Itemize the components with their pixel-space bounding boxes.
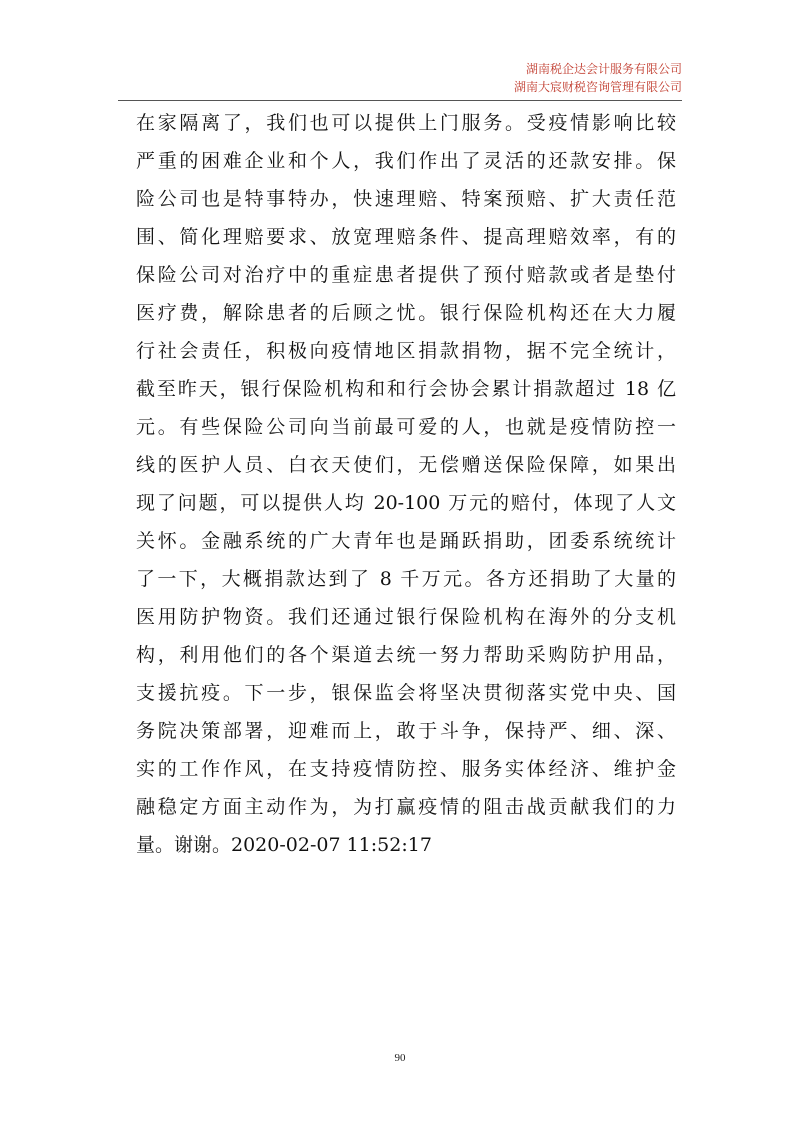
page-number: 90 bbox=[394, 1052, 406, 1064]
text-line: 医用防护物资。我们还通过银行保险机构在海外的分支机 bbox=[136, 606, 676, 628]
text-line: 行社会责任，积极向疫情地区捐款捐物，据不完全统计， bbox=[136, 340, 676, 362]
page-header bbox=[514, 60, 682, 96]
header-company-1: 湖南税企达会计服务有限公司 bbox=[525, 62, 682, 76]
text-line: 医疗费，解除患者的后顾之忧。银行保险机构还在大力履 bbox=[136, 302, 676, 324]
text-line: 支援抗疫。下一步，银保监会将坚决贯彻落实党中央、国 bbox=[136, 682, 676, 704]
text-line: 线的医护人员、白衣天使们，无偿赠送保险保障，如果出 bbox=[136, 454, 676, 476]
header-divider bbox=[118, 100, 682, 101]
text-line: 现了问题，可以提供人均 20-100 万元的赔付，体现了人文 bbox=[136, 492, 676, 514]
text-line: 严重的困难企业和个人，我们作出了灵活的还款安排。保 bbox=[136, 150, 676, 172]
header-company-2: 湖南大宸财税咨询管理有限公司 bbox=[513, 80, 682, 94]
text-line: 构，利用他们的各个渠道去统一努力帮助采购防护用品， bbox=[136, 644, 676, 666]
text-line: 实的工作作风，在支持疫情防控、服务实体经济、维护金 bbox=[136, 758, 676, 780]
text-line: 元。有些保险公司向当前最可爱的人，也就是疫情防控一 bbox=[136, 416, 676, 438]
text-line: 截至昨天，银行保险机构和和行会协会累计捐款超过 18 亿 bbox=[136, 378, 676, 400]
text-line: 在家隔离了，我们也可以提供上门服务。受疫情影响比较 bbox=[136, 112, 676, 134]
text-line: 务院决策部署，迎难而上，敢于斗争，保持严、细、深、 bbox=[136, 720, 676, 742]
text-line: 了一下，大概捐款达到了 8 千万元。各方还捐助了大量的 bbox=[136, 568, 676, 590]
body-text bbox=[136, 104, 676, 864]
text-line: 保险公司对治疗中的重症患者提供了预付赔款或者是垫付 bbox=[136, 264, 676, 286]
text-line: 融稳定方面主动作为，为打赢疫情的阻击战贡献我们的力 bbox=[136, 796, 676, 818]
text-line: 围、简化理赔要求、放宽理赔条件、提高理赔效率，有的 bbox=[136, 226, 676, 248]
text-line-last: 量。谢谢。2020-02-07 11:52:17 bbox=[136, 834, 432, 856]
text-line: 关怀。金融系统的广大青年也是踊跃捐助，团委系统统计 bbox=[136, 530, 676, 552]
text-line: 险公司也是特事特办，快速理赔、特案预赔、扩大责任范 bbox=[136, 188, 676, 210]
